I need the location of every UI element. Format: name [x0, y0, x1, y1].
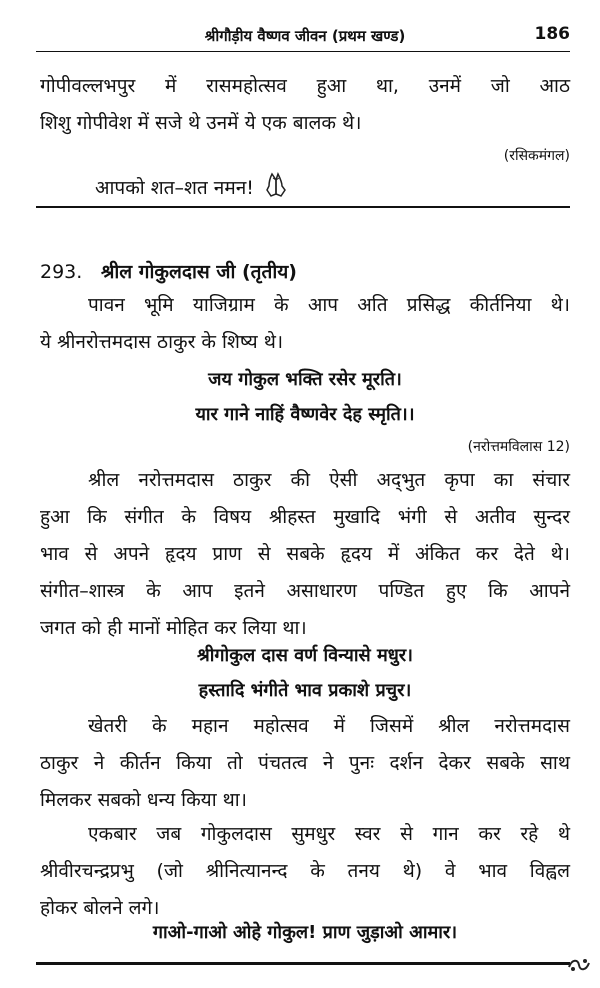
verse-reference: (नरोत्तमविलास 12): [467, 439, 570, 455]
text-line: संगीत–शास्त्र के आप इतने असाधारण पण्डित हुए कि आपने: [40, 580, 570, 602]
text-line: श्रील नरोत्तमदास ठाकुर की ऐसी अद्‌भुत कृपा का संचार: [88, 469, 570, 491]
text-line: ये श्रीनरोत्तमदास ठाकुर के शिष्य थे।: [40, 331, 284, 353]
text-line: गोपीवल्लभपुर में रासमहोत्सव हुआ था, उनमें जो आठ: [40, 75, 570, 97]
verse-line: श्रीगोकुल दास वर्ण विन्यासे मधुर।: [197, 645, 413, 666]
book-title: श्रीगौड़ीय वैष्णव जीवन (प्रथम खण्ड): [204, 27, 406, 45]
text-line: ठाकुर ने कीर्तन किया तो पंचतत्व ने पुनः दर्शन देकर सबके साथ: [40, 752, 570, 774]
paragraph-2: [40, 462, 570, 647]
section-title: श्रील गोकुलदास जी (तृतीय): [100, 261, 297, 283]
section-number: 293.: [40, 261, 83, 283]
paragraph-3: [40, 708, 570, 819]
text-line: श्रीवीरचन्द्रप्रभु (जो श्रीनित्यानन्द के तनय थे) वे भाव विह्वल: [40, 860, 570, 882]
page-header: [40, 22, 570, 52]
paragraph-1: [40, 287, 570, 361]
section-heading: [40, 258, 297, 284]
verse-line: यार गाने नाहिं वैष्णवेर देह स्मृति।।: [195, 404, 415, 425]
salutation-text: आपको शत–शत नमन!: [95, 177, 254, 199]
intro-paragraph: [40, 68, 570, 142]
text-line: जगत को ही मानों मोहित कर लिया था।: [40, 617, 307, 639]
text-line: खेतरी के महान महोत्सव में जिसमें श्रील नरोत्तमदास: [88, 715, 570, 737]
reference: (रसिकमंगल): [503, 148, 570, 164]
header-rule: [36, 51, 570, 52]
verse-line: गाओ-गाओ ओहे गोकुल! प्राण जुड़ाओ आमार।: [152, 922, 458, 943]
footer-rule: [36, 962, 570, 965]
ornament-icon: [566, 955, 592, 979]
text-line: हुआ कि संगीत के विषय श्रीहस्त मुखादि भंगी से अतीव सुन्दर: [40, 506, 570, 528]
verse-line: जय गोकुल भक्ति रसेर मूरति।: [208, 369, 402, 390]
paragraph-4: [40, 816, 570, 927]
text-line: पावन भूमि याजिग्राम के आप अति प्रसिद्ध कीर्तनिया थे।: [88, 294, 570, 316]
text-line: शिशु गोपीवेश में सजे थे उनमें ये एक बालक थे।: [40, 112, 362, 134]
text-line: भाव से अपने हृदय प्राण से सबके हृदय में अंकित कर देते थे।: [40, 543, 570, 565]
verse-line: हस्तादि भंगीते भाव प्रकाशे प्रचुर।: [198, 680, 412, 701]
page-number: 186: [534, 24, 570, 44]
text-line: मिलकर सबको धन्य किया था।: [40, 789, 247, 811]
section-divider: [36, 206, 570, 208]
text-line: एकबार जब गोकुलदास सुमधुर स्वर से गान कर रहे थे: [88, 823, 570, 845]
text-line: होकर बोलने लगे।: [40, 897, 160, 919]
salutation-line: [95, 170, 288, 211]
